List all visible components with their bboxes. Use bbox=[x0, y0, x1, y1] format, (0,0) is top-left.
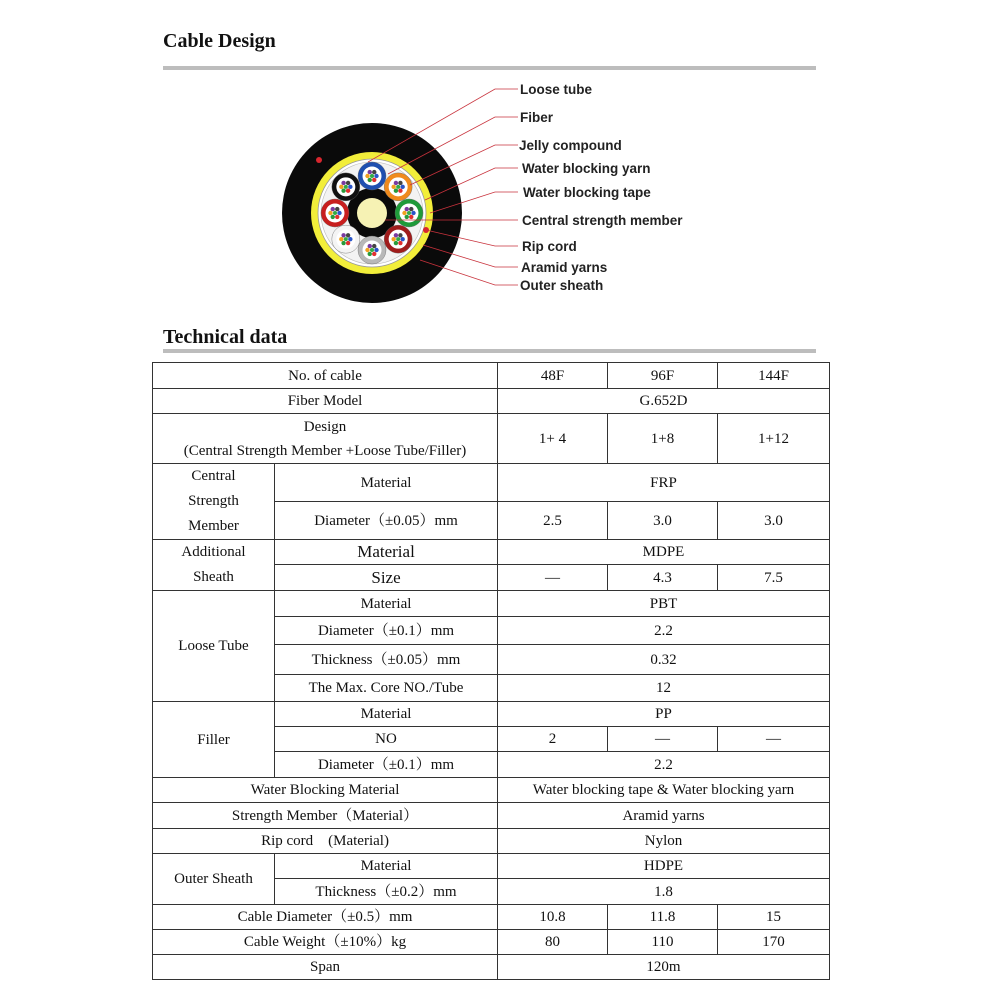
fiber bbox=[398, 181, 402, 185]
fiber bbox=[346, 233, 350, 237]
outer-sheath-thickness-label: Thickness（±0.2）mm bbox=[275, 879, 498, 905]
filler-material-value: PP bbox=[498, 702, 830, 727]
filler-material-label: Material bbox=[275, 702, 498, 727]
diagram-labels bbox=[519, 82, 683, 293]
table-row-loose-tube-material bbox=[153, 591, 830, 617]
filler-diameter-label: Diameter（±0.1）mm bbox=[275, 752, 498, 778]
fiber bbox=[409, 207, 413, 211]
fiber bbox=[372, 252, 376, 256]
cable-weight-48f: 80 bbox=[498, 930, 608, 955]
csm-diameter-96f: 3.0 bbox=[608, 502, 718, 540]
add-sheath-size-48f: — bbox=[498, 565, 608, 591]
fiber bbox=[344, 237, 348, 241]
outer-sheath-material-label: Material bbox=[275, 854, 498, 879]
fiber bbox=[337, 211, 341, 215]
rip-cord-marker bbox=[316, 157, 322, 163]
fiber bbox=[368, 178, 372, 182]
csm-material-value: FRP bbox=[498, 464, 830, 502]
loose-tube-maxcore-label: The Max. Core NO./Tube bbox=[275, 675, 498, 702]
filler-no-48f: 2 bbox=[498, 727, 608, 752]
csm-diameter-label: Diameter（±0.05）mm bbox=[275, 502, 498, 540]
cable-weight-144f: 170 bbox=[718, 930, 830, 955]
cable-design-heading: Cable Design bbox=[163, 30, 276, 52]
csm-diameter-48f: 2.5 bbox=[498, 502, 608, 540]
fiber bbox=[374, 174, 378, 178]
table-row-cable-weight bbox=[153, 930, 830, 955]
rip-cord-value: Nylon bbox=[498, 829, 830, 854]
design-label bbox=[153, 414, 498, 464]
water-blocking-value: Water blocking tape & Water blocking yarn bbox=[498, 778, 830, 803]
fiber bbox=[348, 185, 352, 189]
fiber bbox=[394, 241, 398, 245]
header-144f: 144F bbox=[718, 363, 830, 389]
fiber bbox=[339, 185, 343, 189]
loose-tube-diameter-label: Diameter（±0.1）mm bbox=[275, 617, 498, 645]
fiber bbox=[405, 207, 409, 211]
cable-diameter-144f: 15 bbox=[718, 905, 830, 930]
fiber bbox=[407, 211, 411, 215]
fiber bbox=[398, 241, 402, 245]
table-row-cable-diameter bbox=[153, 905, 830, 930]
add-sheath-size-label: Size bbox=[275, 565, 498, 591]
fiber bbox=[372, 244, 376, 248]
label-jelly-compound: Jelly compound bbox=[519, 138, 622, 153]
filler-diameter-value: 2.2 bbox=[498, 752, 830, 778]
loose-tube-material-value: PBT bbox=[498, 591, 830, 617]
fiber bbox=[391, 185, 395, 189]
filler-no-96f: — bbox=[608, 727, 718, 752]
loose-tube-thickness-value: 0.32 bbox=[498, 645, 830, 675]
fiber bbox=[391, 237, 395, 241]
fiber bbox=[394, 233, 398, 237]
fiber bbox=[411, 211, 415, 215]
table-row-csm-material bbox=[153, 464, 830, 502]
csm-material-label: Material bbox=[275, 464, 498, 502]
strength-member-value: Aramid yarns bbox=[498, 803, 830, 829]
fiber bbox=[396, 185, 400, 189]
add-sheath-group-line1: Additional bbox=[181, 544, 246, 560]
label-aramid-yarns: Aramid yarns bbox=[521, 260, 608, 275]
cable-cross-section bbox=[282, 123, 462, 303]
loose-tube-diameter-value: 2.2 bbox=[498, 617, 830, 645]
fiber bbox=[339, 237, 343, 241]
fiber bbox=[368, 170, 372, 174]
fiber-model-label: Fiber Model bbox=[153, 389, 498, 414]
label-loose-tube: Loose tube bbox=[520, 82, 593, 97]
design-48f: 1+ 4 bbox=[498, 414, 608, 464]
filler-no-label: NO bbox=[275, 727, 498, 752]
label-fiber: Fiber bbox=[520, 110, 554, 125]
loose-tube-group-label: Loose Tube bbox=[153, 591, 275, 702]
fiber bbox=[331, 207, 335, 211]
fiber bbox=[368, 252, 372, 256]
label-outer-sheath: Outer sheath bbox=[520, 278, 604, 293]
fiber bbox=[398, 233, 402, 237]
table-row-strength-member bbox=[153, 803, 830, 829]
fiber bbox=[335, 215, 339, 219]
water-blocking-label: Water Blocking Material bbox=[153, 778, 498, 803]
fiber bbox=[346, 181, 350, 185]
fiber bbox=[400, 185, 404, 189]
outer-sheath-group-label: Outer Sheath bbox=[153, 854, 275, 905]
fiber bbox=[370, 174, 374, 178]
add-sheath-group-line2: Sheath bbox=[193, 569, 234, 585]
table-row-filler-material bbox=[153, 702, 830, 727]
technical-data-rule bbox=[163, 349, 816, 353]
design-96f: 1+8 bbox=[608, 414, 718, 464]
cable-weight-label: Cable Weight（±10%）kg bbox=[153, 930, 498, 955]
fiber bbox=[365, 248, 369, 252]
add-sheath-material-value: MDPE bbox=[498, 540, 830, 565]
fiber bbox=[374, 248, 378, 252]
fiber bbox=[372, 178, 376, 182]
span-label: Span bbox=[153, 955, 498, 980]
fiber bbox=[348, 237, 352, 241]
rip-cord-label: Rip cord (Material) bbox=[153, 829, 498, 854]
table-row-add-sheath-material bbox=[153, 540, 830, 565]
technical-data-table bbox=[152, 362, 830, 980]
loose-tube-material-label: Material bbox=[275, 591, 498, 617]
filler-group-label: Filler bbox=[153, 702, 275, 778]
label-water-blocking-yarn: Water blocking yarn bbox=[522, 161, 651, 176]
fiber bbox=[365, 174, 369, 178]
fiber bbox=[394, 181, 398, 185]
table-row-outer-sheath-material bbox=[153, 854, 830, 879]
design-label-line2: (Central Strength Member +Loose Tube/Filler) bbox=[183, 442, 467, 459]
fiber bbox=[341, 181, 345, 185]
table-row-header bbox=[153, 363, 830, 389]
table-row-fiber-model bbox=[153, 389, 830, 414]
design-label-line1: Design bbox=[303, 418, 347, 435]
header-48f: 48F bbox=[498, 363, 608, 389]
table-row-water-blocking bbox=[153, 778, 830, 803]
table-row-span bbox=[153, 955, 830, 980]
header-label: No. of cable bbox=[153, 363, 498, 389]
fiber bbox=[396, 237, 400, 241]
label-water-blocking-tape: Water blocking tape bbox=[523, 185, 651, 200]
fiber bbox=[370, 248, 374, 252]
fiber bbox=[405, 215, 409, 219]
fiber bbox=[398, 189, 402, 193]
label-rip-cord: Rip cord bbox=[522, 239, 577, 254]
label-central-strength-member: Central strength member bbox=[522, 213, 683, 228]
fiber bbox=[341, 189, 345, 193]
fiber bbox=[346, 189, 350, 193]
central-strength-member bbox=[357, 198, 387, 228]
loose-tube-maxcore-value: 12 bbox=[498, 675, 830, 702]
cable-diameter-48f: 10.8 bbox=[498, 905, 608, 930]
span-value: 120m bbox=[498, 955, 830, 980]
cable-diameter-label: Cable Diameter（±0.5）mm bbox=[153, 905, 498, 930]
filler-no-144f: — bbox=[718, 727, 830, 752]
fiber-model-value: G.652D bbox=[498, 389, 830, 414]
fiber bbox=[372, 170, 376, 174]
strength-member-label: Strength Member（Material） bbox=[153, 803, 498, 829]
fiber bbox=[333, 211, 337, 215]
add-sheath-size-144f: 7.5 bbox=[718, 565, 830, 591]
add-sheath-group-label bbox=[153, 540, 275, 591]
table-row-rip-cord bbox=[153, 829, 830, 854]
cable-cross-section-diagram bbox=[260, 70, 720, 310]
add-sheath-material-label: Material bbox=[275, 540, 498, 565]
fiber bbox=[341, 233, 345, 237]
design-144f: 1+12 bbox=[718, 414, 830, 464]
fiber bbox=[402, 211, 406, 215]
fiber bbox=[331, 215, 335, 219]
fiber bbox=[409, 215, 413, 219]
fiber bbox=[400, 237, 404, 241]
csm-group-label: Central Strength Member bbox=[153, 464, 275, 540]
fiber bbox=[335, 207, 339, 211]
table-row-design bbox=[153, 414, 830, 464]
fiber bbox=[368, 244, 372, 248]
header-96f: 96F bbox=[608, 363, 718, 389]
fiber bbox=[328, 211, 332, 215]
fiber bbox=[394, 189, 398, 193]
add-sheath-size-96f: 4.3 bbox=[608, 565, 718, 591]
loose-tube-thickness-label: Thickness（±0.05）mm bbox=[275, 645, 498, 675]
cable-weight-96f: 110 bbox=[608, 930, 718, 955]
outer-sheath-material-value: HDPE bbox=[498, 854, 830, 879]
fiber bbox=[346, 241, 350, 245]
technical-data-heading: Technical data bbox=[163, 326, 288, 348]
cable-diameter-96f: 11.8 bbox=[608, 905, 718, 930]
outer-sheath-thickness-value: 1.8 bbox=[498, 879, 830, 905]
fiber bbox=[344, 185, 348, 189]
csm-diameter-144f: 3.0 bbox=[718, 502, 830, 540]
fiber bbox=[341, 241, 345, 245]
